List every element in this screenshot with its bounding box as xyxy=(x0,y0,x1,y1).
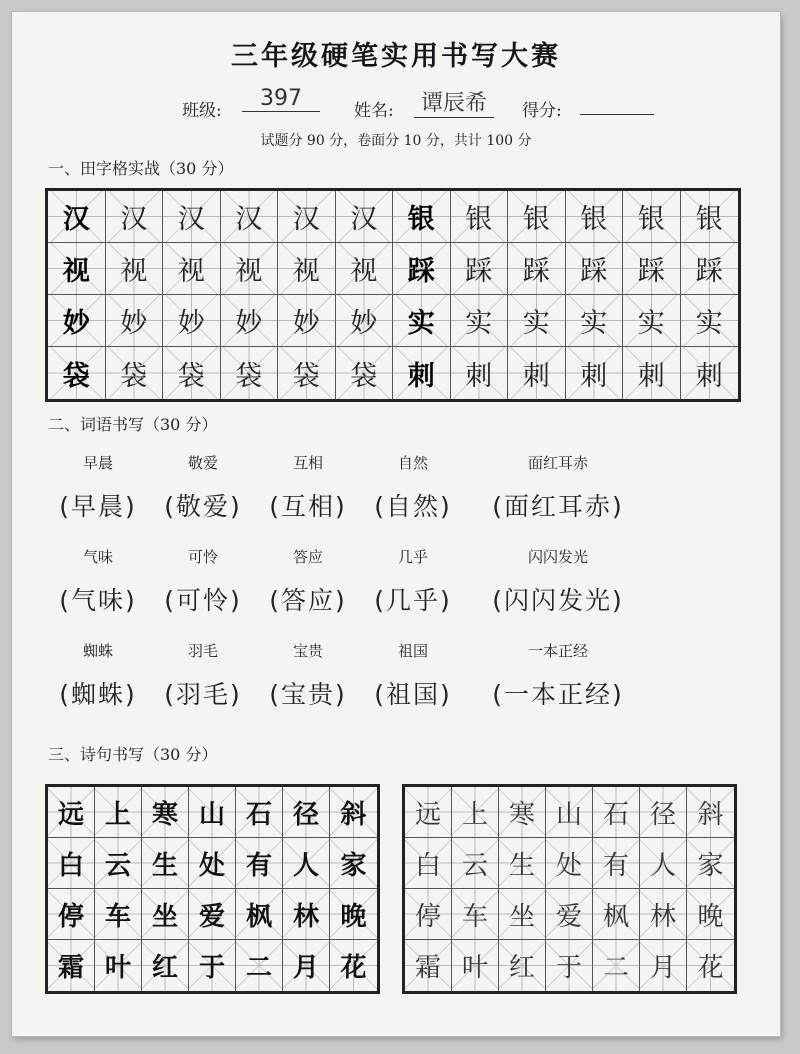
poem-model-character: 爱 xyxy=(189,889,236,940)
poem-model-character: 晚 xyxy=(330,889,377,940)
word-answer: (早晨) xyxy=(59,492,137,521)
tianzige-grid xyxy=(45,188,741,402)
poem-written-character: 爱 xyxy=(546,889,593,940)
poem-model-character: 寒 xyxy=(142,787,189,838)
written-character: 刺 xyxy=(623,347,681,399)
poem-model-character: 山 xyxy=(189,787,236,838)
model-character: 刺 xyxy=(393,347,451,399)
poem-model-character: 石 xyxy=(236,787,283,838)
written-character: 实 xyxy=(566,295,624,347)
word-answer: (面红耳赤) xyxy=(492,492,624,521)
written-character: 妙 xyxy=(336,295,394,347)
word-item xyxy=(153,452,253,523)
word-item xyxy=(48,640,148,711)
poem-written-character: 山 xyxy=(546,787,593,838)
poem-model-character: 生 xyxy=(142,838,189,889)
word-answer: (祖国) xyxy=(374,680,452,709)
word-item xyxy=(478,452,638,523)
written-character: 袋 xyxy=(106,347,164,399)
written-character: 踩 xyxy=(623,243,681,295)
poem-model-character: 叶 xyxy=(95,940,142,991)
name-label: 姓名: xyxy=(354,101,394,121)
poem-model-character: 停 xyxy=(48,889,95,940)
word-item xyxy=(153,546,253,617)
word-answer: (气味) xyxy=(59,586,137,615)
poem-grid-model xyxy=(45,784,380,994)
poem-model-character: 远 xyxy=(48,787,95,838)
poem-model-character: 车 xyxy=(95,889,142,940)
page-title: 三年级硬笔实用书写大赛 xyxy=(231,41,561,72)
poem-model-character: 二 xyxy=(236,940,283,991)
model-character: 银 xyxy=(393,191,451,243)
word-answer: (敬爱) xyxy=(164,492,242,521)
written-character: 妙 xyxy=(106,295,164,347)
word-answer: (互相) xyxy=(269,492,347,521)
written-character: 踩 xyxy=(566,243,624,295)
name-field[interactable]: 谭辰希 xyxy=(414,86,494,118)
word-prompt: 一本正经 xyxy=(527,642,588,660)
poem-written-character: 二 xyxy=(593,940,640,991)
poem-written-character: 石 xyxy=(593,787,640,838)
word-prompt: 答应 xyxy=(292,548,323,566)
written-character: 袋 xyxy=(336,347,394,399)
poem-model-character: 坐 xyxy=(142,889,189,940)
word-item xyxy=(478,640,638,711)
word-prompt: 早晨 xyxy=(82,454,113,472)
written-character: 汉 xyxy=(163,191,221,243)
poem-model-character: 于 xyxy=(189,940,236,991)
poem-written-character: 上 xyxy=(452,787,499,838)
word-item xyxy=(258,452,358,523)
poem-written-character: 林 xyxy=(640,889,687,940)
section2-heading: 二、词语书写（30 分） xyxy=(48,415,218,434)
written-character: 视 xyxy=(221,243,279,295)
model-character: 汉 xyxy=(48,191,106,243)
poem-model-character: 上 xyxy=(95,787,142,838)
poem-written-character: 月 xyxy=(640,940,687,991)
word-answer: (自然) xyxy=(374,492,452,521)
poem-grid-written xyxy=(402,784,737,994)
poem-written-character: 红 xyxy=(499,940,546,991)
score-field[interactable] xyxy=(580,86,654,115)
word-answer: (几乎) xyxy=(374,586,452,615)
written-character: 实 xyxy=(451,295,509,347)
written-character: 刺 xyxy=(508,347,566,399)
written-character: 袋 xyxy=(163,347,221,399)
poem-written-character: 有 xyxy=(593,838,640,889)
word-prompt: 可怜 xyxy=(187,548,218,566)
poem-written-character: 车 xyxy=(452,889,499,940)
written-character: 视 xyxy=(106,243,164,295)
section3-heading: 三、诗句书写（30 分） xyxy=(48,745,218,764)
class-label: 班级: xyxy=(182,101,222,121)
model-character: 实 xyxy=(393,295,451,347)
poem-model-character: 云 xyxy=(95,838,142,889)
poem-model-character: 斜 xyxy=(330,787,377,838)
written-character: 银 xyxy=(508,191,566,243)
written-character: 实 xyxy=(681,295,739,347)
word-row xyxy=(48,640,748,730)
written-character: 实 xyxy=(508,295,566,347)
poem-written-character: 晚 xyxy=(687,889,734,940)
written-character: 银 xyxy=(681,191,739,243)
section1-heading: 一、田字格实战（30 分） xyxy=(48,159,234,178)
poem-written-character: 枫 xyxy=(593,889,640,940)
word-prompt: 羽毛 xyxy=(187,642,218,660)
poem-written-character: 远 xyxy=(405,787,452,838)
word-item xyxy=(153,640,253,711)
word-item xyxy=(363,640,463,711)
word-prompt: 祖国 xyxy=(397,642,428,660)
score-label: 得分: xyxy=(522,101,562,121)
word-item xyxy=(258,546,358,617)
poem-written-character: 云 xyxy=(452,838,499,889)
word-prompt: 自然 xyxy=(397,454,428,472)
word-item xyxy=(363,452,463,523)
poem-model-character: 人 xyxy=(283,838,330,889)
written-character: 袋 xyxy=(278,347,336,399)
word-answer: (可怜) xyxy=(164,586,242,615)
poem-model-character: 枫 xyxy=(236,889,283,940)
written-character: 妙 xyxy=(163,295,221,347)
poem-model-character: 花 xyxy=(330,940,377,991)
poem-model-character: 林 xyxy=(283,889,330,940)
word-prompt: 几乎 xyxy=(397,548,428,566)
poem-written-character: 径 xyxy=(640,787,687,838)
poem-written-character: 叶 xyxy=(452,940,499,991)
poem-written-character: 于 xyxy=(546,940,593,991)
word-answer: (闪闪发光) xyxy=(492,586,624,615)
poem-model-character: 径 xyxy=(283,787,330,838)
word-prompt: 敬爱 xyxy=(187,454,218,472)
written-character: 踩 xyxy=(681,243,739,295)
poem-written-character: 停 xyxy=(405,889,452,940)
written-character: 刺 xyxy=(681,347,739,399)
poem-written-character: 白 xyxy=(405,838,452,889)
model-character: 袋 xyxy=(48,347,106,399)
word-prompt: 闪闪发光 xyxy=(527,548,588,566)
model-character: 妙 xyxy=(48,295,106,347)
poem-written-character: 霜 xyxy=(405,940,452,991)
word-answer: (羽毛) xyxy=(164,680,242,709)
word-answer: (一本正经) xyxy=(492,680,624,709)
written-character: 汉 xyxy=(106,191,164,243)
word-row xyxy=(48,452,748,542)
written-character: 汉 xyxy=(336,191,394,243)
word-answer: (蜘蛛) xyxy=(59,680,137,709)
written-character: 视 xyxy=(163,243,221,295)
poem-model-character: 霜 xyxy=(48,940,95,991)
poem-written-character: 寒 xyxy=(499,787,546,838)
poem-written-character: 生 xyxy=(499,838,546,889)
written-character: 汉 xyxy=(221,191,279,243)
poem-written-character: 斜 xyxy=(687,787,734,838)
word-prompt: 气味 xyxy=(82,548,113,566)
poem-written-character: 坐 xyxy=(499,889,546,940)
written-character: 袋 xyxy=(221,347,279,399)
poem-model-character: 家 xyxy=(330,838,377,889)
written-character: 银 xyxy=(451,191,509,243)
poem-written-character: 花 xyxy=(687,940,734,991)
written-character: 视 xyxy=(336,243,394,295)
word-row xyxy=(48,546,748,636)
written-character: 银 xyxy=(566,191,624,243)
model-character: 视 xyxy=(48,243,106,295)
exam-paper xyxy=(12,12,780,1036)
written-character: 视 xyxy=(278,243,336,295)
model-character: 踩 xyxy=(393,243,451,295)
word-item xyxy=(48,546,148,617)
word-prompt: 面红耳赤 xyxy=(527,454,588,472)
word-prompt: 蜘蛛 xyxy=(82,642,113,660)
word-item xyxy=(258,640,358,711)
written-character: 妙 xyxy=(278,295,336,347)
word-item xyxy=(478,546,638,617)
written-character: 刺 xyxy=(566,347,624,399)
word-answer: (答应) xyxy=(269,586,347,615)
word-item xyxy=(48,452,148,523)
written-character: 踩 xyxy=(508,243,566,295)
poem-written-character: 家 xyxy=(687,838,734,889)
word-answer: (宝贵) xyxy=(269,680,347,709)
class-field[interactable]: 397 xyxy=(242,86,320,112)
score-note: 试题分 90 分，卷面分 10 分，共计 100 分 xyxy=(260,133,532,149)
poem-model-character: 月 xyxy=(283,940,330,991)
written-character: 汉 xyxy=(278,191,336,243)
word-prompt: 宝贵 xyxy=(292,642,323,660)
word-item xyxy=(363,546,463,617)
written-character: 妙 xyxy=(221,295,279,347)
word-prompt: 互相 xyxy=(292,454,323,472)
poem-model-character: 白 xyxy=(48,838,95,889)
poem-written-character: 处 xyxy=(546,838,593,889)
poem-model-character: 有 xyxy=(236,838,283,889)
poem-written-character: 人 xyxy=(640,838,687,889)
poem-model-character: 处 xyxy=(189,838,236,889)
written-character: 银 xyxy=(623,191,681,243)
written-character: 刺 xyxy=(451,347,509,399)
written-character: 踩 xyxy=(451,243,509,295)
written-character: 实 xyxy=(623,295,681,347)
poem-model-character: 红 xyxy=(142,940,189,991)
